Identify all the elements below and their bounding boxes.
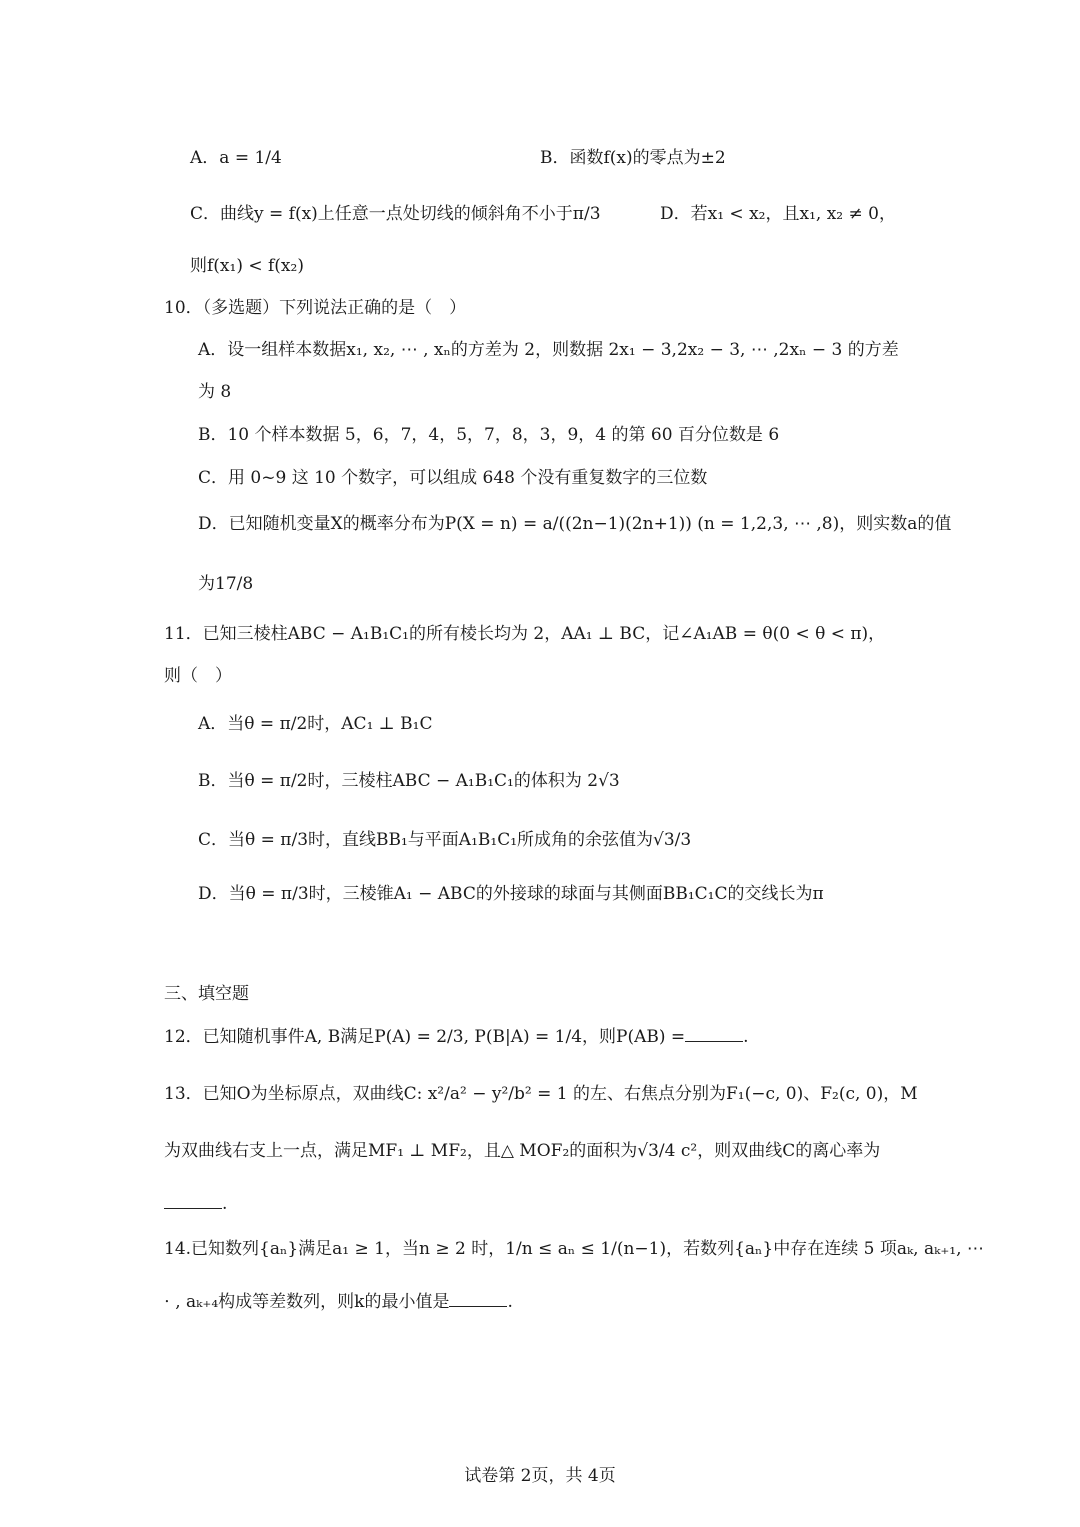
q14: ⋅ , aₖ₊₄构成等差数列，则k的最小值是 . [164, 1292, 513, 1312]
q11-stem: 11．已知三棱柱ABC − A₁B₁C₁的所有棱长均为 2，AA₁ ⊥ BC，记∠A₁AB = θ(0 < θ < π)， [164, 624, 886, 644]
q11-option-d: D．当θ = π/3时，三棱锥A₁ − ABC的外接球的球面与其侧面BB₁C₁C的交线长为π [198, 884, 824, 904]
q12: 12．已知随机事件A, B满足P(A) = 2/3, P(B|A) = 1/4，则P(AB) = . [164, 1027, 749, 1047]
q14-line2: ⋅ , aₖ₊₄构成等差数列，则k的最小值是 [164, 1292, 450, 1312]
answer-blank [164, 1192, 222, 1209]
q10-stem: 10．（多选题）下列说法正确的是（ ） [164, 298, 467, 318]
q13-line1: 13．已知O为坐标原点，双曲线C: x²/a² − y²/b² = 1 的左、右焦点分别为F₁(−c, 0)、F₂(c, 0)，M [164, 1084, 918, 1104]
q10-option-a: A．设一组样本数据x₁, x₂, ⋯ , xₙ的方差为 2，则数据 2x₁ − 3,2x₂ − 3, ⋯ ,2xₙ − 3 的方差 [198, 340, 899, 360]
section-title: 三、填空题 [164, 984, 249, 1004]
answer-blank [685, 1025, 743, 1042]
q10-option-b: B．10 个样本数据 5，6，7，4，5，7，8，3，9，4 的第 60 百分位数是 6 [198, 425, 780, 445]
q10-option-d-continued: 为17/8 [198, 574, 254, 594]
q13-answer: . [164, 1192, 227, 1216]
q13-line2: 为双曲线右支上一点，满足MF₁ ⊥ MF₂，且△ MOF₂的面积为√3/4 c²，则双曲线C的离心率为 [164, 1141, 881, 1161]
q9-option-b: B．函数f(x)的零点为±2 [540, 148, 726, 168]
q9-option-c: C．曲线y = f(x)上任意一点处切线的倾斜角不小于π/3 [190, 204, 601, 224]
q10-option-a-continued: 为 8 [198, 382, 232, 402]
q14-line1: 14.已知数列{aₙ}满足a₁ ≥ 1，当n ≥ 2 时，1/n ≤ aₙ ≤ 1/(n−1)，若数列{aₙ}中存在连续 5 项aₖ, aₖ₊₁, ⋯ [164, 1239, 984, 1259]
q10-option-c: C．用 0~9 这 10 个数字，可以组成 648 个没有重复数字的三位数 [198, 468, 708, 488]
page-footer: 试卷第 2页，共 4页 [464, 1466, 616, 1486]
q11-option-b: B．当θ = π/2时，三棱柱ABC − A₁B₁C₁的体积为 2√3 [198, 771, 620, 791]
q11-option-a: A．当θ = π/2时，AC₁ ⊥ B₁C [198, 714, 433, 734]
answer-blank [449, 1290, 507, 1307]
q11-stem-continued: 则（ ） [164, 666, 232, 686]
q11-option-c: C．当θ = π/3时，直线BB₁与平面A₁B₁C₁所成角的余弦值为√3/3 [198, 830, 692, 850]
q10-option-d: D．已知随机变量X的概率分布为P(X = n) = a/((2n−1)(2n+1)) (n = 1,2,3, ⋯ ,8)，则实数a的值 [198, 514, 952, 534]
q9-option-d: D．若x₁ < x₂，且x₁, x₂ ≠ 0， [660, 204, 896, 224]
q12-text: 12．已知随机事件A, B满足P(A) = 2/3, P(B|A) = 1/4，则P(AB) = [164, 1027, 686, 1047]
q9-option-a: A．a = 1/4 [190, 148, 282, 168]
q9-option-d-continued: 则f(x₁) < f(x₂) [190, 256, 304, 276]
